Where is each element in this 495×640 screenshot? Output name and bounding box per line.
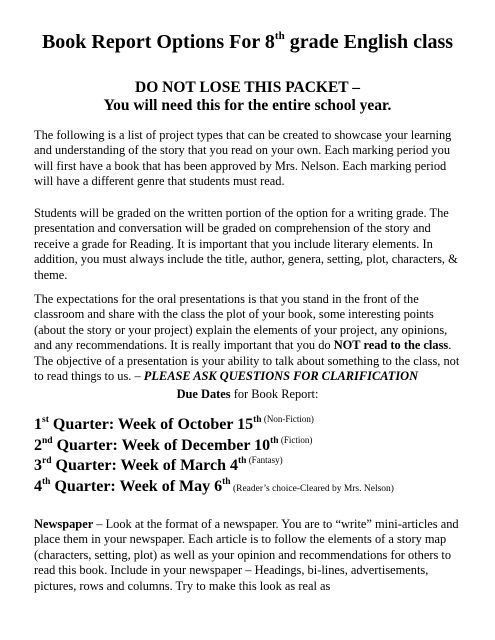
grading-text: Students will be graded on the written portion of the option for a writing grade. The presentation and conversation will be graded on comprehension of the story and receive a grade for Reading. It is important that you include literary elements. In addition, you must always include the title, author, genera, setting, plot, characters, & theme. bbox=[34, 206, 458, 282]
quarter-genre: (Fiction) bbox=[278, 434, 313, 445]
warning-line-2: You will need this for the entire school year. bbox=[103, 97, 392, 114]
quarter-genre: (Fantasy) bbox=[246, 455, 283, 465]
newspaper-label: Newspaper bbox=[34, 517, 94, 531]
presentation-text-b: . The objective of a presentation is your ability to talk about something to the class, not to read things to us. – bbox=[34, 338, 460, 384]
intro-text: The following is a list of project types that can be created to showcase your learning and understanding of the story that you read on your own. Each marking period you will first have a book that has been approved by Mrs. Nelson. Each marking period will have a different genre that students must read. bbox=[34, 128, 452, 189]
quarter-item: 2nd Quarter: Week of December 10th $^{(Fiction)}$ bbox=[34, 434, 313, 454]
title-text-end: grade English class bbox=[284, 31, 454, 53]
title-superscript: th bbox=[274, 30, 285, 42]
newspaper-paragraph bbox=[34, 517, 466, 594]
due-dates-heading bbox=[0, 387, 495, 402]
grading-paragraph bbox=[34, 206, 466, 283]
presentation-text-a: The expectations for the oral presentations is that you stand in the front of the classroom and share with the class the plot of your book, some interesting points (about the story or your project) explain the elements of your project, any opinions, and any recommendations. It is really important that you do bbox=[34, 292, 448, 353]
presentation-text bbox=[34, 292, 466, 384]
newspaper-description: – Look at the format of a newspaper. You are to “write” mini-articles and place them in your newspaper. Each article is to follow the elements of a story map (characters, setting, plot) as well as your opinion and recommendations for others to read this book. Include in your newspaper – Headings, bi-lines, advertisements, pictures, rows and columns. Try to make this look as real as bbox=[34, 517, 459, 593]
not-read-emphasis: NOT read to the class bbox=[333, 338, 449, 353]
due-dates-rest: for Book Report: bbox=[230, 387, 319, 401]
quarter-item: 3rd Quarter: Week of March 4th $^{(Fantasy)}$ bbox=[34, 455, 283, 474]
quarter-item: 4th Quarter: Week of May 6th (Reader’s choice-Cleared by Mrs. Nelson) bbox=[34, 476, 394, 495]
quarter-genre: (Reader’s choice-Cleared by Mrs. Nelson) bbox=[230, 483, 394, 494]
due-dates-label: Due Dates bbox=[176, 387, 231, 401]
quarter-list bbox=[34, 415, 474, 499]
warning-line-1: DO NOT LOSE THIS PACKET – bbox=[135, 79, 360, 96]
page-title bbox=[0, 30, 495, 54]
quarter-item: 1st Quarter: Week of October 15th $^{(Non-Fiction)}$ bbox=[34, 414, 314, 433]
clarification-emphasis: PLEASE ASK QUESTIONS FOR CLARIFICATION bbox=[143, 369, 419, 384]
presentation-paragraph bbox=[34, 292, 466, 384]
newspaper-text bbox=[34, 517, 466, 594]
quarter-genre: (Non-Fiction) bbox=[261, 414, 314, 424]
title-text: Book Report Options For 8 bbox=[41, 31, 275, 53]
intro-paragraph bbox=[34, 128, 466, 190]
